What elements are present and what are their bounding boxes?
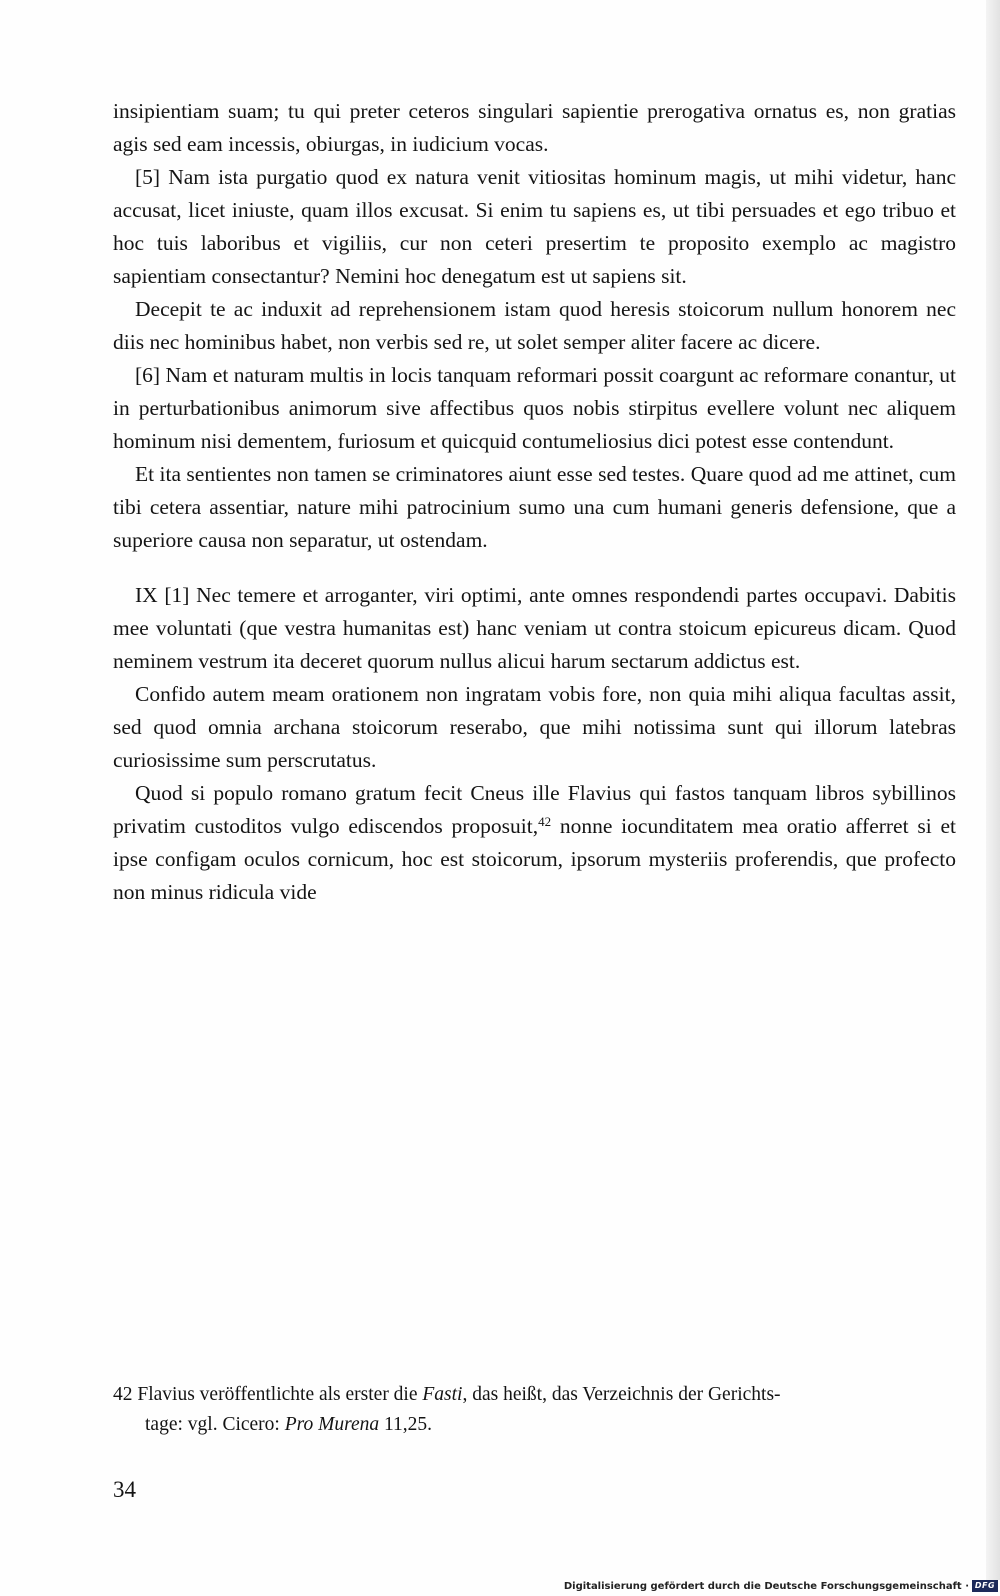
paragraph-6: IX [1] Nec temere et arroganter, viri optimi, ante omnes respondendi partes occupavi. Dabitis mee voluntati (que vestra humanitas est) hanc veniam ut contra stoicum epicureus dicam. Quod neminem vestrum ita deceret quorum nullus alicui harum sectarum addictus est.: [113, 583, 956, 673]
paragraph-4: [6] Nam et naturam multis in locis tanquam reformari possit coargunt ac reformare conantur, ut in perturbationibus animorum sive affectibus quos nobis stirpitus evellere volunt nec aliquem hominum nisi dementem, furiosum et quicquid contumeliosius dici potest esse contendunt.: [113, 363, 956, 453]
paragraph-3: Decepit te ac induxit ad reprehensionem istam quod heresis stoicorum nullum honorem nec diis nec hominibus habet, non verbis sed re, ut solet semper aliter facere ac dicere.: [113, 297, 956, 354]
paragraph-8-text-a: Quod si populo romano gratum fecit Cneus ille Flavius qui fastos tanquam libros sybillinos privatim custoditos vulgo ediscendos proposuit,: [113, 781, 956, 838]
paragraph-8-text-b: nonne iocunditatem mea oratio afferret si et ipse configam oculos cornicum, hoc est stoicorum, ipsorum mysteriis proferendis, que profecto non minus ridicula vide: [113, 814, 956, 904]
footnote-text-b: , das heißt, das Verzeichnis der Gerichts-: [462, 1384, 781, 1405]
footnote-continuation: [113, 1410, 956, 1440]
footnote-42: [113, 1380, 956, 1440]
paragraph-7: Confido autem meam orationem non ingratam vobis fore, non quia mihi aliqua facultas assit, sed quod omnia archana stoicorum reserabo, que mihi notissima sunt qui illorum latebras curiosissime sum perscrutatus.: [113, 682, 956, 772]
main-text: [113, 95, 956, 909]
footnote-italic-pro-murena: Pro Murena: [284, 1414, 380, 1435]
page-number: 34: [113, 1477, 136, 1502]
page-edge-shadow: [986, 0, 1000, 1580]
paragraph-1: insipientiam suam; tu qui preter ceteros singulari sapientie prerogativa ornatus es, non gratias agis sed eam incessis, obiurgas, in iudicium vocas.: [113, 99, 956, 156]
footnote-text-c: tage: vgl. Cicero:: [145, 1414, 285, 1435]
paragraph-5: Et ita sentientes non tamen se criminatores aiunt esse sed testes. Quare quod ad me attinet, cum tibi cetera assentiar, nature mihi patrocinium sumo una cum humani generis defensione, que a superiore causa non separatur, ut ostendam.: [113, 462, 956, 552]
paragraph-8: [113, 777, 956, 909]
paragraph-2: [5] Nam ista purgatio quod ex natura venit vitiositas hominum magis, ut mihi videtur, hanc accusat, licet iniuste, quam illos excusat. Si enim tu sapiens es, ut tibi persuades et ego tribuo et hoc tuis laboribus et vigiliis, cur non ceteri presertim te proposito exemplo ac magistro sapientiam consectantur? Nemini hoc denegatum est ut sapiens sit.: [113, 165, 956, 288]
footnote-number: 42: [113, 1384, 133, 1405]
digitization-banner-text: Digitalisierung gefördert durch die Deutsche Forschungsgemeinschaft ·: [563, 1580, 969, 1592]
footnote-reference[interactable]: 42: [538, 814, 552, 829]
footnote-italic-fasti: Fasti: [422, 1384, 463, 1405]
footnote-text-d: 11,25.: [379, 1414, 433, 1435]
dfg-logo-icon: DFG: [972, 1580, 998, 1592]
footnote-text-a: Flavius veröffentlichte als erster die: [132, 1384, 423, 1405]
digitization-banner: [564, 1579, 998, 1593]
